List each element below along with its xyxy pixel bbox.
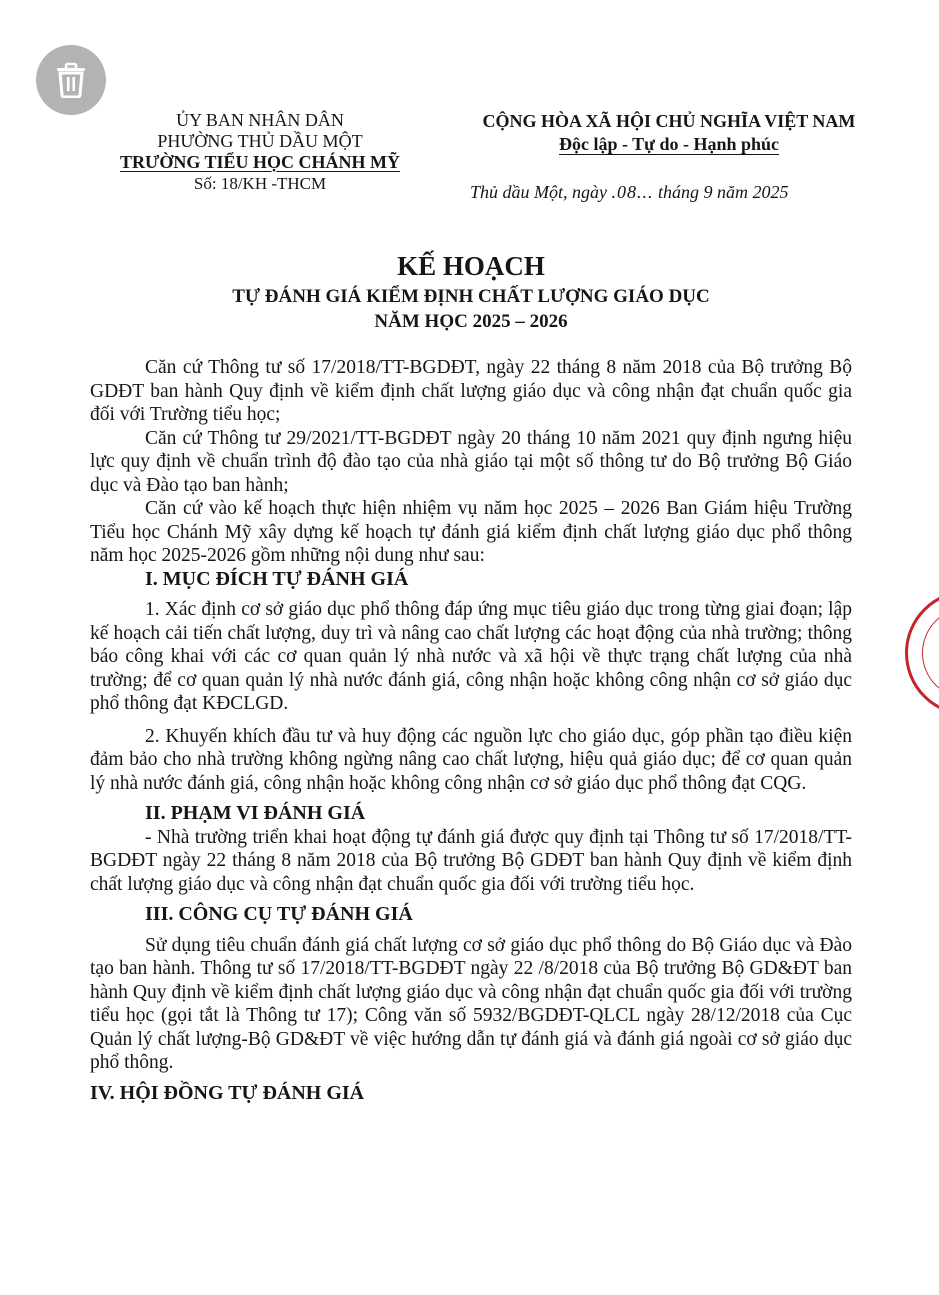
- school-name: TRƯỜNG TIỂU HỌC CHÁNH MỸ: [119, 152, 400, 172]
- issuer-line-1: ỦY BAN NHÂN DÂN: [176, 110, 344, 130]
- delete-button[interactable]: [36, 45, 106, 115]
- paragraph-basis-3: Căn cứ vào kế hoạch thực hiện nhiệm vụ năm học 2025 – 2026 Ban Giám hiệu Trường Tiểu học Chánh Mỹ xây dựng kế hoạch tự đánh giá kiểm định chất lượng giáo dục phổ thông năm học 2025-2026 gồm những nội dung như sau:: [90, 498, 852, 566]
- official-stamp-inner-ring: [922, 607, 939, 699]
- paragraph-scope: - Nhà trường triển khai hoạt động tự đánh giá được quy định tại Thông tư số 17/2018/TT-BGDĐT ngày 22 tháng 8 năm 2018 của Bộ trưởng Bộ GDĐT ban hành Quy định về kiểm định chất lượng giáo dục và công nhận đạt chuẩn quốc gia đối với trường tiểu học.: [90, 826, 852, 895]
- section-heading-tools: III. CÔNG CỤ TỰ ĐÁNH GIÁ: [145, 903, 413, 925]
- document-title: [100, 248, 842, 334]
- document-number-suffix: /KH -THCM: [237, 174, 327, 193]
- date-prefix: Thủ dầu Một, ngày: [470, 182, 612, 202]
- date-suffix: tháng 9 năm 2025: [653, 182, 789, 202]
- issuer-line-2: PHƯỜNG THỦ DẦU MỘT: [157, 131, 363, 151]
- paragraph-purpose-2: 2. Khuyến khích đầu tư và huy động các nguồn lực cho giáo dục, góp phần tạo điều kiện đảm bảo cho nhà trường không ngừng nâng cao chất lượng, hiệu quả giáo dục; để cơ quan quản lý nhà nước đánh giá, công nhận hoặc không công nhận cơ sở giáo dục phổ thông đạt CQG.: [90, 725, 852, 794]
- issuer-header: [84, 110, 436, 194]
- title-year: NĂM HỌC 2025 – 2026: [374, 311, 568, 332]
- national-motto: Độc lập - Tự do - Hạnh phúc: [558, 134, 780, 154]
- paragraph-basis-2: Căn cứ Thông tư 29/2021/TT-BGDĐT ngày 20 tháng 10 năm 2021 quy định ngưng hiệu lực quy định về chuẩn trình độ đào tạo của nhà giáo tại một số thông tư do Bộ trưởng Bộ Giáo dục và Đào tạo ban hành;: [90, 427, 852, 496]
- official-stamp: [905, 590, 939, 716]
- section-heading-purpose: I. MỤC ĐÍCH TỰ ĐÁNH GIÁ: [145, 567, 409, 590]
- document-number-value: 18: [220, 174, 238, 193]
- document-body: [90, 356, 852, 1105]
- paragraph-purpose-1: 1. Xác định cơ sở giáo dục phổ thông đáp ứng mục tiêu giáo dục trong từng giai đoạn; lập kế hoạch cải tiến chất lượng, duy trì và nâng cao chất lượng các hoạt động của nhà trường; thông báo công khai với các cơ quan quản lý nhà nước và xã hội về thực trạng chất lượng của nhà trường; để cơ quan quản lý nhà nước đánh giá, công nhận hoặc không công nhận cơ sở giáo dục phổ thông đạt KĐCLGD.: [90, 599, 852, 714]
- document-date: [470, 182, 870, 203]
- date-day: .08...: [611, 182, 654, 202]
- section-heading-council: IV. HỘI ĐỒNG TỰ ĐÁNH GIÁ: [90, 1081, 365, 1104]
- paragraph-basis-1: Căn cứ Thông tư số 17/2018/TT-BGDĐT, ngày 22 tháng 8 năm 2018 của Bộ trưởng Bộ GDĐT ban hành Quy định về kiểm định chất lượng giáo dục và công nhận đạt chuẩn quốc gia đối với Trường tiểu học;: [90, 357, 852, 425]
- section-heading-scope: II. PHẠM VI ĐÁNH GIÁ: [145, 802, 366, 824]
- title-main: KẾ HOẠCH: [397, 251, 545, 281]
- title-subject: TỰ ĐÁNH GIÁ KIỂM ĐỊNH CHẤT LƯỢNG GIÁO DỤC: [232, 286, 710, 307]
- document-number: [84, 173, 436, 194]
- trash-icon: [54, 62, 88, 98]
- paragraph-tools: Sử dụng tiêu chuẩn đánh giá chất lượng cơ sở giáo dục phổ thông do Bộ Giáo dục và Đào tạo ban hành. Thông tư số 17/2018/TT-BGDĐT ngày 22 /8/2018 của Bộ trưởng Bộ GD&ĐT ban hành Quy định về kiểm định chất lượng giáo dục và công nhận đạt chuẩn quốc gia đối với trường tiểu học (gọi tắt là Thông tư 17); Công văn số 5932/BGDĐT-QLCL ngày 28/12/2018 của Cục Quản lý chất lượng-Bộ GD&ĐT về việc hướng dẫn tự đánh giá và đánh giá ngoài cơ sở giáo dục phổ thông.: [90, 934, 852, 1073]
- country-name: CỘNG HÒA XÃ HỘI CHỦ NGHĨA VIỆT NAM: [482, 111, 856, 131]
- document-number-prefix: Số:: [193, 174, 221, 193]
- national-header: [436, 110, 902, 156]
